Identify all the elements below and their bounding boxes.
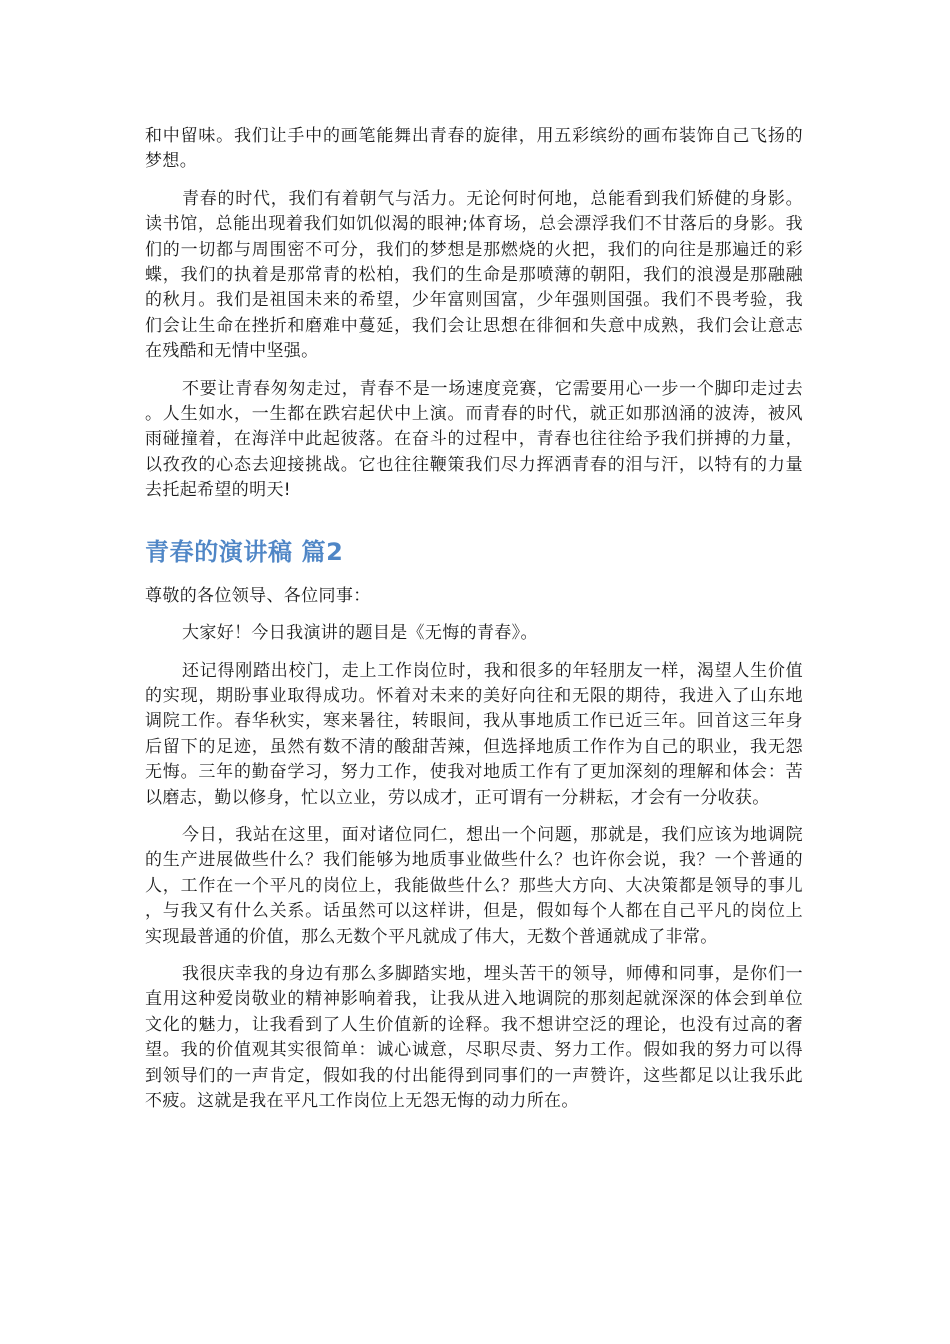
document-body [145, 124, 803, 1114]
paragraph-youth-vitality: 青春的时代，我们有着朝气与活力。无论何时何地，总能看到我们矫健的身影。读书馆，总能出现着我们如饥似渴的眼神;体育场，总会漂浮我们不甘落后的身影。我们的一切都与周围密不可分，我们的梦想是那燃烧的火把，我们的向往是那遍迁的彩蝶，我们的执着是那常青的松柏，我们的生命是那喷薄的朝阳，我们的浪漫是那融融的秋月。我们是祖国未来的希望，少年富则国富，少年强则国强。我们不畏考验，我们会让生命在挫折和磨难中蔓延，我们会让思想在徘徊和失意中成熟，我们会让意志在残酷和无情中坚强。 [145, 188, 803, 362]
paragraph-career-start: 还记得刚踏出校门，走上工作岗位时，我和很多的年轻朋友一样，渴望人生价值的实现，期盼事业取得成功。怀着对未来的美好向往和无限的期待，我进入了山东地调院工作。春华秋实，寒来暑往，转眼间，我从事地质工作已近三年。回首这三年身后留下的足迹，虽然有数不清的酸甜苦辣，但选择地质工作作为自己的职业，我无怨无悔。三年的勤奋学习，努力工作，使我对地质工作有了更加深刻的理解和体会：苦以磨志，勤以修身，忙以立业，劳以成才，正可谓有一分耕耘，才会有一分收获。 [145, 660, 803, 808]
section-heading: 青春的演讲稿 篇2 [145, 537, 344, 566]
salutation: 尊敬的各位领导、各位同事： [145, 585, 371, 606]
paragraph-greeting: 大家好！今日我演讲的题目是《无悔的青春》。 [182, 623, 538, 644]
paragraph-gratitude: 我很庆幸我的身边有那么多脚踏实地，埋头苦干的领导，师傅和同事，是你们一直用这种爱岗敬业的精神影响着我，让我从进入地调院的那刻起就深深的体会到单位文化的魅力，让我看到了人生价值新的诠释。我不想讲空泛的理论，也没有过高的奢望。我的价值观其实很简单：诚心诚意，尽职尽责、努力工作。假如我的努力可以得到领导们的一声肯定，假如我的付出能得到同事们的一声赞许，这些都足以让我乐此不疲。这就是我在平凡工作岗位上无怨无悔的动力所在。 [145, 963, 803, 1111]
paragraph-continuation: 和中留味。我们让手中的画笔能舞出青春的旋律，用五彩缤纷的画布装饰自己飞扬的梦想。 [145, 126, 803, 172]
paragraph-question: 今日，我站在这里，面对诸位同仁，想出一个问题，那就是，我们应该为地调院的生产进展做些什么？我们能够为地质事业做些什么？也许你会说，我？一个普通的人，工作在一个平凡的岗位上，我能做些什么？那些大方向、大决策都是领导的事儿，与我又有什么关系。话虽然可以这样讲，但是，假如每个人都在自己平凡的岗位上实现最普通的价值，那么无数个平凡就成了伟大，无数个普通就成了非常。 [145, 824, 803, 947]
paragraph-youth-journey: 不要让青春匆匆走过，青春不是一场速度竞赛，它需要用心一步一个脚印走过去。人生如水，一生都在跌宕起伏中上演。而青春的时代，就正如那汹涌的波涛，被风雨碰撞着，在海洋中此起彼落。在奋斗的过程中，青春也往往给予我们拼搏的力量，以孜孜的心态去迎接挑战。它也往往鞭策我们尽力挥洒青春的泪与汗，以特有的力量去托起希望的明天! [145, 378, 803, 501]
